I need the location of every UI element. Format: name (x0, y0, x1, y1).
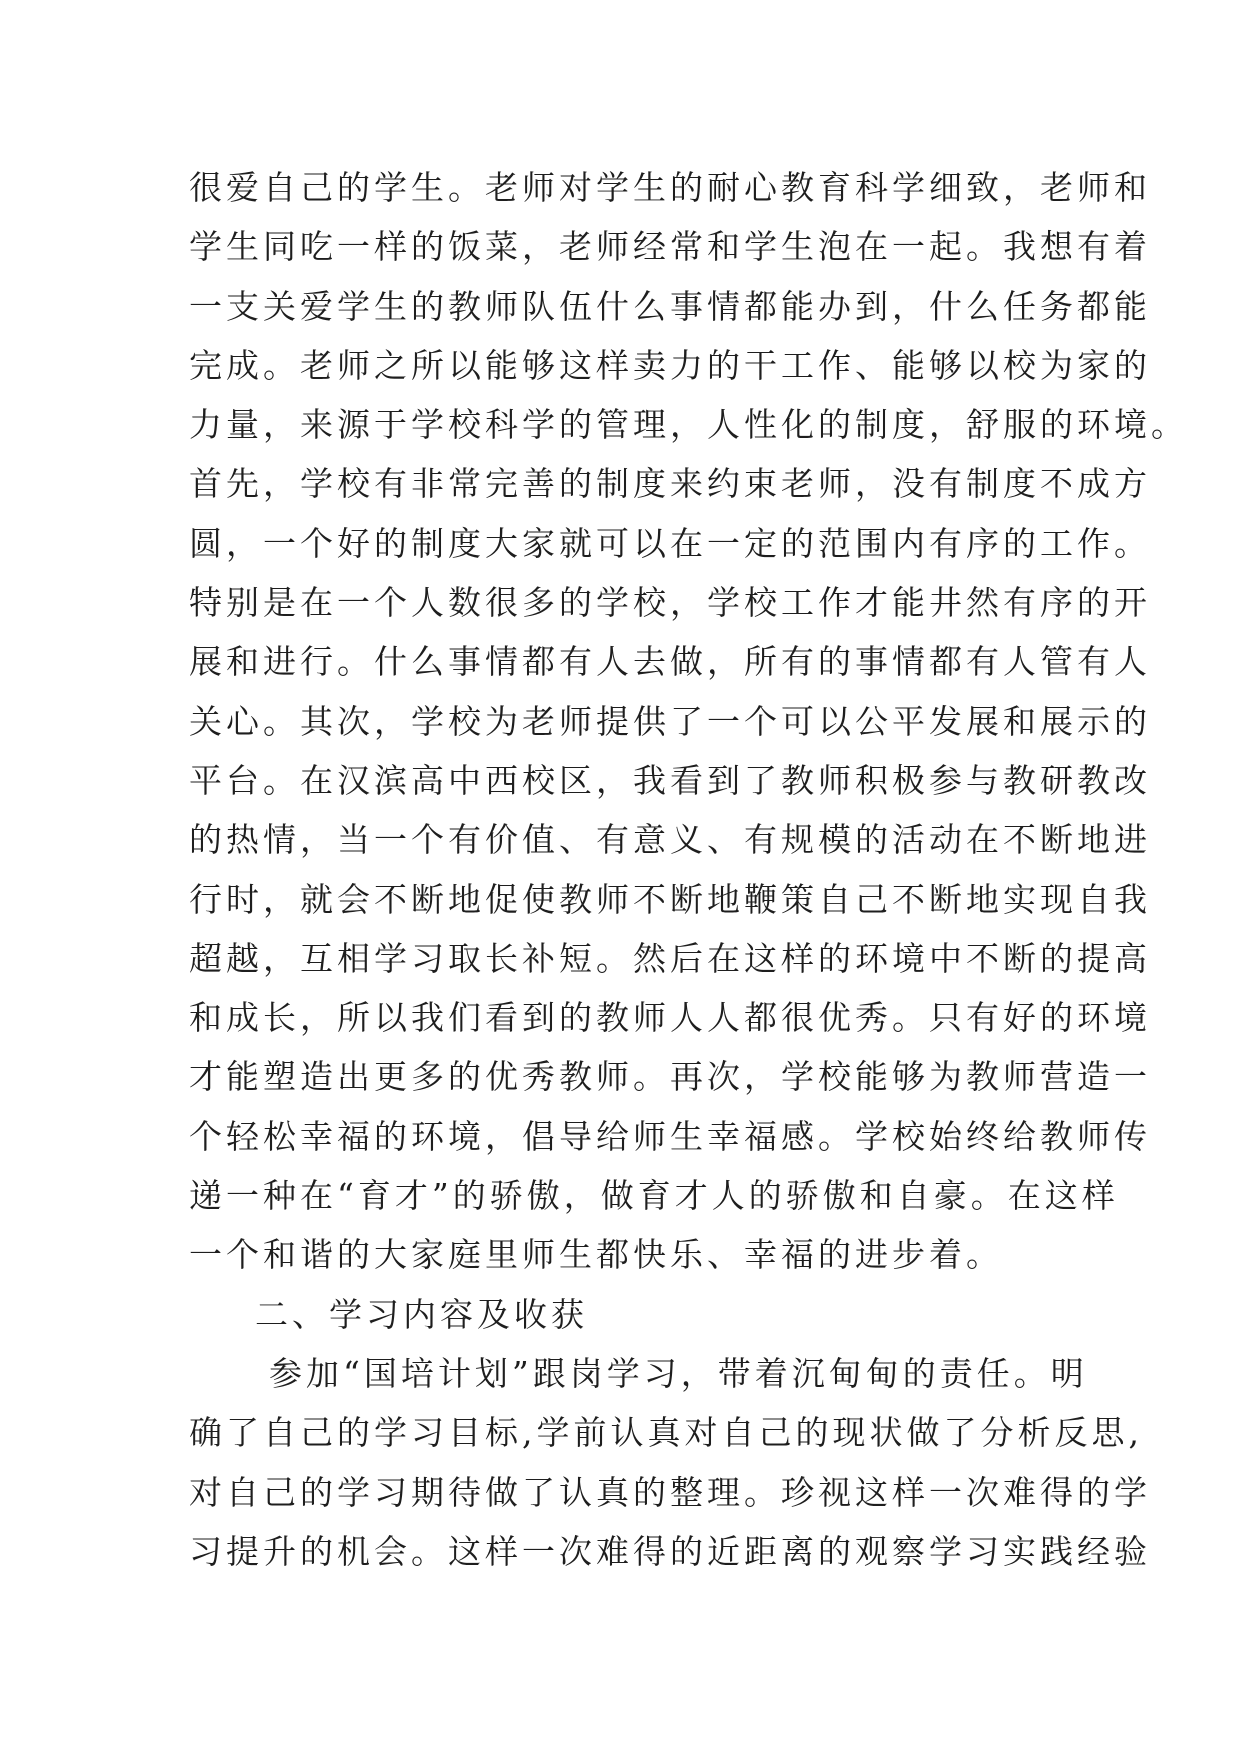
paragraph-line: 递一种在“育才”的骄傲，做育才人的骄傲和自豪。在这样 (189, 1176, 1119, 1216)
section-heading: 二、学习内容及收获 (255, 1294, 588, 1334)
paragraph-line: 很爱自己的学生。老师对学生的耐心教育科学细致，老师和 (189, 168, 1151, 207)
paragraph-line: 和成长，所以我们看到的教师人人都很优秀。只有好的环境 (189, 998, 1151, 1038)
paragraph-line: 平台。在汉滨高中西校区，我看到了教师积极参与教研教改 (189, 760, 1151, 800)
paragraph-line: 圆，一个好的制度大家就可以在一定的范围内有序的工作。 (189, 523, 1151, 563)
paragraph-line: 个轻松幸福的环境，倡导给师生幸福感。学校始终给教师传 (189, 1116, 1151, 1156)
paragraph-line: 展和进行。什么事情都有人去做，所有的事情都有人管有人 (189, 642, 1151, 682)
paragraph-line: 行时，就会不断地促使教师不断地鞭策自己不断地实现自我 (189, 879, 1151, 919)
paragraph-line: 超越，互相学习取长补短。然后在这样的环境中不断的提高 (189, 938, 1151, 978)
paragraph-line: 一个和谐的大家庭里师生都快乐、幸福的进步着。 (189, 1235, 1003, 1275)
paragraph-line: 对自己的学习期待做了认真的整理。珍视这样一次难得的学 (189, 1472, 1151, 1512)
paragraph-line: 首先，学校有非常完善的制度来约束老师，没有制度不成方 (189, 464, 1151, 504)
document-body (189, 158, 1188, 1581)
paragraph-line: 习提升的机会。这样一次难得的近距离的观察学习实践经验 (189, 1531, 1151, 1571)
paragraph-line: 的热情，当一个有价值、有意义、有规模的活动在不断地进 (189, 820, 1151, 860)
paragraph-line: 学生同吃一样的饭菜，老师经常和学生泡在一起。我想有着 (189, 227, 1151, 267)
paragraph-line: 才能塑造出更多的优秀教师。再次，学校能够为教师营造一 (189, 1057, 1151, 1097)
paragraph-line: 一支关爱学生的教师队伍什么事情都能办到，什么任务都能 (189, 286, 1151, 326)
paragraph-line: 参加“国培计划”跟岗学习，带着沉甸甸的责任。明 (269, 1353, 1088, 1393)
paragraph-line: 关心。其次，学校为老师提供了一个可以公平发展和展示的 (189, 701, 1151, 741)
paragraph-line: 确了自己的学习目标,学前认真对自己的现状做了分析反思, (189, 1413, 1143, 1453)
paragraph-line: 特别是在一个人数很多的学校，学校工作才能井然有序的开 (189, 583, 1151, 623)
paragraph-line: 力量，来源于学校科学的管理，人性化的制度，舒服的环境。 (189, 405, 1188, 445)
paragraph-line: 完成。老师之所以能够这样卖力的干工作、能够以校为家的 (189, 345, 1151, 385)
